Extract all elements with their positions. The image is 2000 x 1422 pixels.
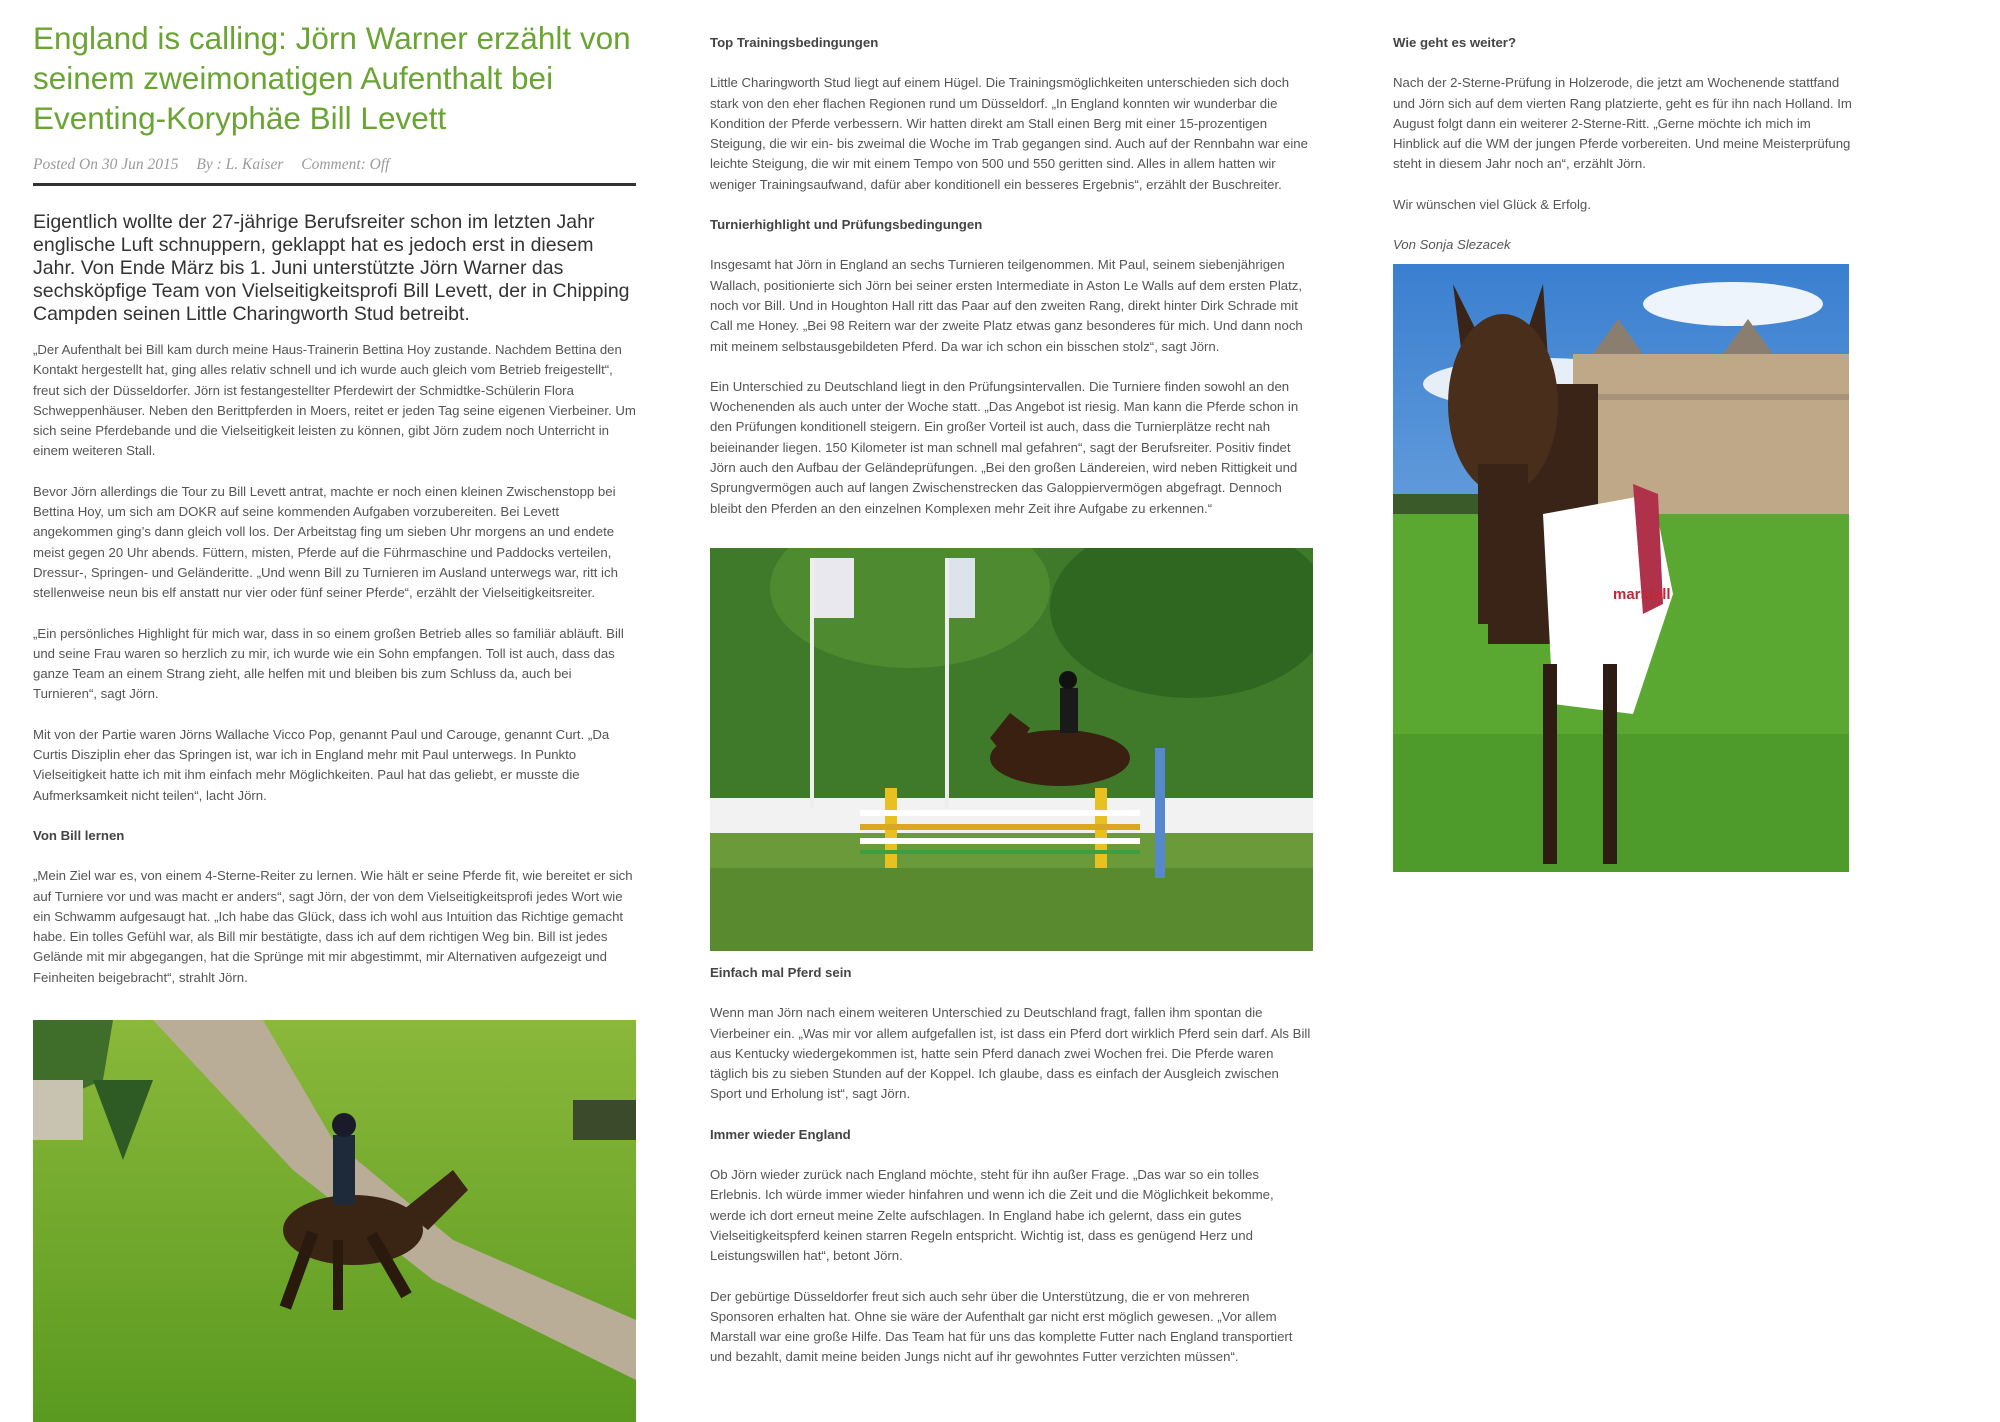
column-left [33, 0, 636, 1008]
post-date: Posted On 30 Jun 2015 [33, 156, 179, 173]
cross-country-image [33, 1020, 636, 1422]
section-heading: Turnierhighlight und Prüfungsbedingungen [710, 217, 983, 233]
post-author[interactable]: By : L. Kaiser [196, 156, 284, 173]
paragraph: Wenn man Jörn nach einem weiteren Unterschied zu Deutschland fragt, fallen ihm spontan die Vierbeiner ein. „Was mir vor allem aufgefallen ist, ist dass ein Pferd dort wirklich Pferd sein darf. Als Bill aus Kentucky wiedergekommen ist, hatte sein Pferd danach zwei Wochen frei. Die Pferde waren täglich bis zu sieben Stunden auf der Koppel. Ich glaube, dass es einfach der Ausgleich zwischen Sport und Erholung ist“, sagt Jörn. [710, 1005, 1311, 1102]
paragraph: Ein Unterschied zu Deutschland liegt in den Prüfungsintervallen. Die Turniere finden sowohl an den Wochenenden als auch unter der Woche statt. „Das Angebot ist riesig. Man kann die Pferde schon in den Prüfungen konditionell steigern. Ein großer Vorteil ist auch, dass die Turnierplätze recht nah beieinander liegen. 150 Kilometer ist man schnell mal gefahren“, sagt der Berufsreiter. Positiv findet Jörn auch den Aufbau der Geländeprüfungen. „Bei den großen Ländereien, wird neben Rittigkeit und Sprungvermögen auch auf langen Zwischenstrecken das Galoppiervermögen abgefragt. Dennoch bleibt den Pferden an den einzelnen Komplexen mehr Zeit ihre Aufgabe zu erkennen.“ [710, 378, 1299, 516]
horse-manor-image [1393, 264, 1849, 872]
post-meta [33, 156, 636, 186]
show-jumping-image [710, 548, 1313, 951]
section-heading: Wie geht es weiter? [1393, 35, 1516, 50]
paragraph: Little Charingworth Stud liegt auf einem Hügel. Die Trainingsmöglichkeiten unterschieden sich doch stark von den eher flachen Regionen rund um Düsseldorf. „In England konnten wir wunderbar die Kondition der Pferde verbessern. Wir hatten direkt am Stall einen Berg mit einer 15-prozentigen Steigung, die wir ein- bis zweimal die Woche im Trab gegangen sind. Auch auf der Rennbahn war eine leichte Steigung, die wir mit einem Tempo von 500 und 550 geritten sind. Alles in allem hatten wir weniger Trainingsaufwand, dafür aber konditionell ein besseres Ergebnis“, erzählt der Buschreiter. [710, 75, 1308, 192]
post-comments: Comment: Off [301, 156, 390, 173]
section-heading: Immer wieder England [710, 1126, 851, 1142]
section-heading: Einfach mal Pferd sein [710, 964, 852, 980]
paragraph: Mit von der Partie waren Jörns Wallache Vicco Pop, genannt Paul und Carouge, genannt Curt. „Da Curtis Disziplin eher das Springen ist, war ich in England mehr mit Paul unterwegs. In Punkto Vielseitigkeit hatte ich mit ihm einfach mehr Möglichkeiten. Paul hat das geliebt, er musste die Aufmerksamkeit nicht teilen“, lacht Jörn. [33, 726, 610, 803]
paragraph: Bevor Jörn allerdings die Tour zu Bill Levett antrat, machte er noch einen kleinen Zwischenstopp bei Bettina Hoy, um sich am DOKR auf seine kommenden Aufgaben vorzubereiten. Bei Levett angekommen ging’s dann gleich voll los. Der Arbeitstag fing um sieben Uhr morgens an und endete meist gegen 20 Uhr abends. Füttern, misten, Pferde auf die Führmaschine und Paddocks verteilen, Dressur-, Springen- und Geländeritte. „Und wenn Bill zu Turnieren im Ausland unterwegs war, ritt ich stellenweise neun bis elf anstatt nur vier oder fünf seiner Pferde“, erzählt der Vielseitigkeitsreiter. [33, 483, 618, 601]
paragraph: „Ein persönliches Highlight für mich war, dass in so einem großen Betrieb alles so familiär abläuft. Bill und seine Frau waren so herzlich zu mir, ich wurde wie ein Sohn empfangen. Toll ist auch, dass das ganze Team an einem Strang zieht, alle helfen mit und bleiben bis zum Schluss da, auch bei Turnieren“, sagt Jörn. [33, 625, 624, 702]
paragraph: Wir wünschen viel Glück & Erfolg. [1393, 196, 1591, 212]
column-right [1393, 0, 1857, 255]
article-lead: Eigentlich wollte der 27-jährige Berufsreiter schon im letzten Jahr englische Luft schnuppern, geklappt hat es jedoch erst in diesem Jahr. Von Ende März bis 1. Juni unterstützte Jörn Warner das sechsköpfige Team von Vielseitigkeitsprofi Bill Levett, der in Chipping Campden seinen Little Charingworth Stud betreibt. [33, 211, 630, 325]
article-title: England is calling: Jörn Warner erzählt von seinem zweimonatigen Aufenthalt bei Eventing-Koryphäe Bill Levett [33, 20, 631, 136]
photo-show-jumping [710, 548, 1313, 951]
photo-cross-country [33, 1020, 636, 1422]
photo-horse-manor [1393, 264, 1849, 872]
section-heading: Top Trainingsbedingungen [710, 35, 879, 50]
section-heading: Von Bill lernen [33, 827, 125, 843]
article-signature: Von Sonja Slezacek [1393, 237, 1511, 253]
paragraph: Ob Jörn wieder zurück nach England möchte, steht für ihn außer Frage. „Das war so ein tolles Erlebnis. Ich würde immer wieder hinfahren und wenn ich die Zeit und die Möglichkeit bekomme, werde ich dort erneut meine Zelte aufschlagen. In England habe ich gelernt, dass ein gutes Vielseitigkeitspferd keinen starren Regeln entspricht. Wichtig ist, dass es genügend Herz und Leistungswillen hat“, betont Jörn. [710, 1167, 1274, 1264]
paragraph: Der gebürtige Düsseldorfer freut sich auch sehr über die Unterstützung, die er von mehreren Sponsoren erhalten hat. Ohne sie wäre der Aufenthalt gar nicht erst möglich gewesen. „Vor allem Marstall war eine große Hilfe. Das Team hat für uns das komplette Futter nach England transportiert und bezahlt, damit meine beiden Jungs nicht auf ihr gewohntes Futter verzichten müssen“. [710, 1288, 1293, 1365]
paragraph: Nach der 2-Sterne-Prüfung in Holzerode, die jetzt am Wochenende stattfand und Jörn sich auf dem vierten Rang platzierte, geht es für ihn nach Holland. Im August folgt dann ein weiterer 2-Sterne-Ritt. „Gerne möchte ich mich im Hinblick auf die WM der jungen Pferde vorbereiten. Und meine Meisterprüfung steht in diesem Jahr noch an“, erzählt Jörn. [1393, 75, 1852, 172]
paragraph: „Mein Ziel war es, von einem 4-Sterne-Reiter zu lernen. Wie hält er seine Pferde fit, wie bereitet er sich auf Turniere vor und was macht er anders“, sagt Jörn, der von dem Vielseitigkeitsprofi jedes Wort wie ein Schwamm aufgesaugt hat. „Ich habe das Glück, dass ich wohl aus Intuition das Richtige gemacht habe. Ein tolles Gefühl war, als Bill mir bestätigte, dass ich auf dem richtigen Weg bin. Bill ist jedes Gelände mit mir abgegangen, hat die Sprünge mit mir abgestimmt, mir Alternativen aufgezeigt und Feinheiten beigebracht“, strahlt Jörn. [33, 868, 633, 985]
marstall-logo: marstall [1613, 586, 1671, 603]
paragraph: Insgesamt hat Jörn in England an sechs Turnieren teilgenommen. Mit Paul, seinem siebenjährigen Wallach, positionierte sich Jörn bei seiner ersten Intermediate in Aston Le Walls auf dem ersten Platz, noch vor Bill. Und in Houghton Hall ritt das Paar auf den zweiten Rang, direkt hinter Dirk Schrade mit Call me Honey. „Bei 98 Reitern war der zweite Platz etwas ganz besonderes für mich. Und dann noch mit meinem selbstausgebildeten Pferd. Da war ich schon ein bisschen stolz“, sagt Jörn. [710, 257, 1303, 354]
paragraph: „Der Aufenthalt bei Bill kam durch meine Haus-Trainerin Bettina Hoy zustande. Nachdem Bettina den Kontakt hergestellt hat, ging alles relativ schnell und ich wurde auch gleich vom Betrieb freigestellt“, freut sich der Düsseldorfer. Jörn ist festangestellter Pferdewirt der Schmidtke-Schülerin Flora Schweppenhäuser. Neben den Berittpferden in Moers, reitet er jeden Tag seine eigenen Vierbeiner. Um sich seine Pferdebande und die Vielseitigkeit leisten zu können, gibt Jörn zudem noch Unterricht in einem weiteren Stall. [33, 342, 636, 459]
